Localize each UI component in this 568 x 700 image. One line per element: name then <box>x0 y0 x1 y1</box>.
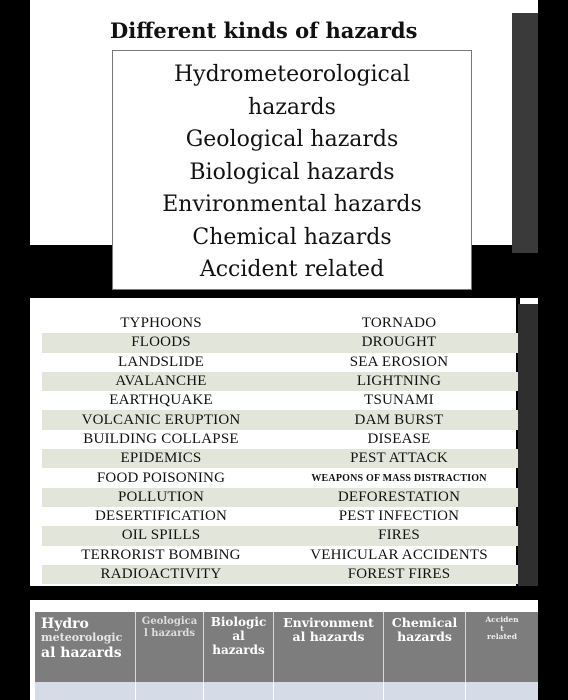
hazard-example-right: DAM BURST <box>354 411 444 428</box>
hazard-example-left: FOOD POISONING <box>96 469 226 486</box>
header-geological <box>136 612 204 682</box>
hazard-example-left: POLLUTION <box>118 488 204 505</box>
header-biological <box>204 612 274 682</box>
data-cell <box>466 682 538 700</box>
hazard-kind-item: hazards <box>248 94 336 120</box>
header-text: related <box>487 632 517 642</box>
hazard-example-right: WEAPONS OF MASS DISTRACTION <box>311 472 487 484</box>
hazard-example-right: VEHICULAR ACCIDENTS <box>310 546 488 563</box>
hazard-kinds-list <box>112 50 472 290</box>
hazard-examples-table <box>42 314 518 584</box>
hazard-example-left: EARTHQUAKE <box>109 392 213 409</box>
header-text: meteorologic <box>41 631 123 645</box>
hazard-examples-row <box>42 565 518 584</box>
hazard-examples-row <box>42 314 518 333</box>
hazard-example-left: AVALANCHE <box>115 373 207 390</box>
hazard-examples-row <box>42 333 518 352</box>
slide-title: Different kinds of hazards <box>110 18 418 43</box>
hazard-kind-item: Geological hazards <box>185 127 399 152</box>
header-text: Environment <box>283 615 374 630</box>
data-cell <box>35 682 136 700</box>
hazard-example-right: DROUGHT <box>361 334 437 351</box>
header-text: Hydro <box>41 616 89 632</box>
slide-side-bar <box>512 13 538 253</box>
hazard-example-right: LIGHTNING <box>356 373 442 390</box>
hazard-kind-item: Environmental hazards <box>162 192 422 217</box>
header-text: Biologic <box>210 615 267 629</box>
hazard-example-left: VOLCANIC ERUPTION <box>81 411 241 428</box>
header-text: Acciden <box>485 615 519 624</box>
hazard-example-left: LANDSLIDE <box>118 353 204 370</box>
hazard-examples-row <box>42 546 518 565</box>
hazard-examples-row <box>42 372 518 391</box>
header-accident <box>466 612 538 682</box>
hazard-example-right: TORNADO <box>361 315 437 332</box>
hazard-examples-row <box>42 430 518 449</box>
header-chemical <box>384 612 466 682</box>
header-environmental <box>274 612 384 682</box>
hazard-kind-item: Hydrometeorological <box>173 62 411 87</box>
header-text: Chemical <box>391 615 458 630</box>
hazard-examples-slide <box>30 298 538 586</box>
data-cell <box>384 682 466 700</box>
header-text: al hazards <box>292 629 365 645</box>
hazard-example-left: TYPHOONS <box>120 315 202 332</box>
hazard-example-right: PEST INFECTION <box>338 508 460 525</box>
hazard-examples-row <box>42 353 518 372</box>
hazard-example-right: SEA EROSION <box>349 353 449 370</box>
hazard-example-left: FLOODS <box>131 334 191 351</box>
header-text: hazards <box>397 629 452 645</box>
hazard-examples-row <box>42 391 518 410</box>
hazard-example-left: OIL SPILLS <box>121 527 201 544</box>
hazard-examples-row <box>42 488 518 507</box>
category-header-row <box>35 612 538 682</box>
data-cell <box>204 682 274 700</box>
hazard-example-left: DESERTIFICATION <box>94 508 228 525</box>
data-cell <box>136 682 204 700</box>
header-text: Geologica <box>141 616 198 627</box>
hazard-examples-row <box>42 468 518 487</box>
header-text: al hazards <box>41 644 122 661</box>
header-text: t <box>500 623 504 633</box>
hazard-kind-item: Biological hazards <box>189 159 395 185</box>
slide-side-bar <box>518 304 538 586</box>
hazard-example-right: FIRES <box>378 527 420 544</box>
hazard-category-slide <box>30 600 538 700</box>
hazard-kinds-slide <box>30 0 538 298</box>
header-text: hazards <box>212 642 265 657</box>
hazard-example-right: FOREST FIRES <box>347 566 451 582</box>
header-hydrometeorological <box>35 612 136 682</box>
hazard-example-right: PEST ATTACK <box>350 450 448 467</box>
hazard-examples-row <box>42 449 518 468</box>
header-text: l hazards <box>143 627 196 639</box>
hazard-example-left: TERRORIST BOMBING <box>81 546 241 563</box>
data-cell <box>274 682 384 700</box>
category-data-row <box>35 682 538 700</box>
hazard-kind-item: Accident related <box>199 257 385 282</box>
hazard-examples-row <box>42 526 518 545</box>
hazard-example-right: TSUNAMI <box>364 392 434 409</box>
hazard-examples-row <box>42 507 518 526</box>
hazard-kind-item: Chemical hazards <box>192 224 392 250</box>
hazard-example-left: RADIOACTIVITY <box>100 566 222 582</box>
hazard-example-right: DEFORESTATION <box>337 488 461 505</box>
hazard-examples-row <box>42 410 518 429</box>
hazard-example-left: EPIDEMICS <box>120 450 202 467</box>
hazard-example-left: BUILDING COLLAPSE <box>83 430 239 447</box>
hazard-example-right: DISEASE <box>367 430 431 447</box>
header-text: al <box>232 628 245 643</box>
